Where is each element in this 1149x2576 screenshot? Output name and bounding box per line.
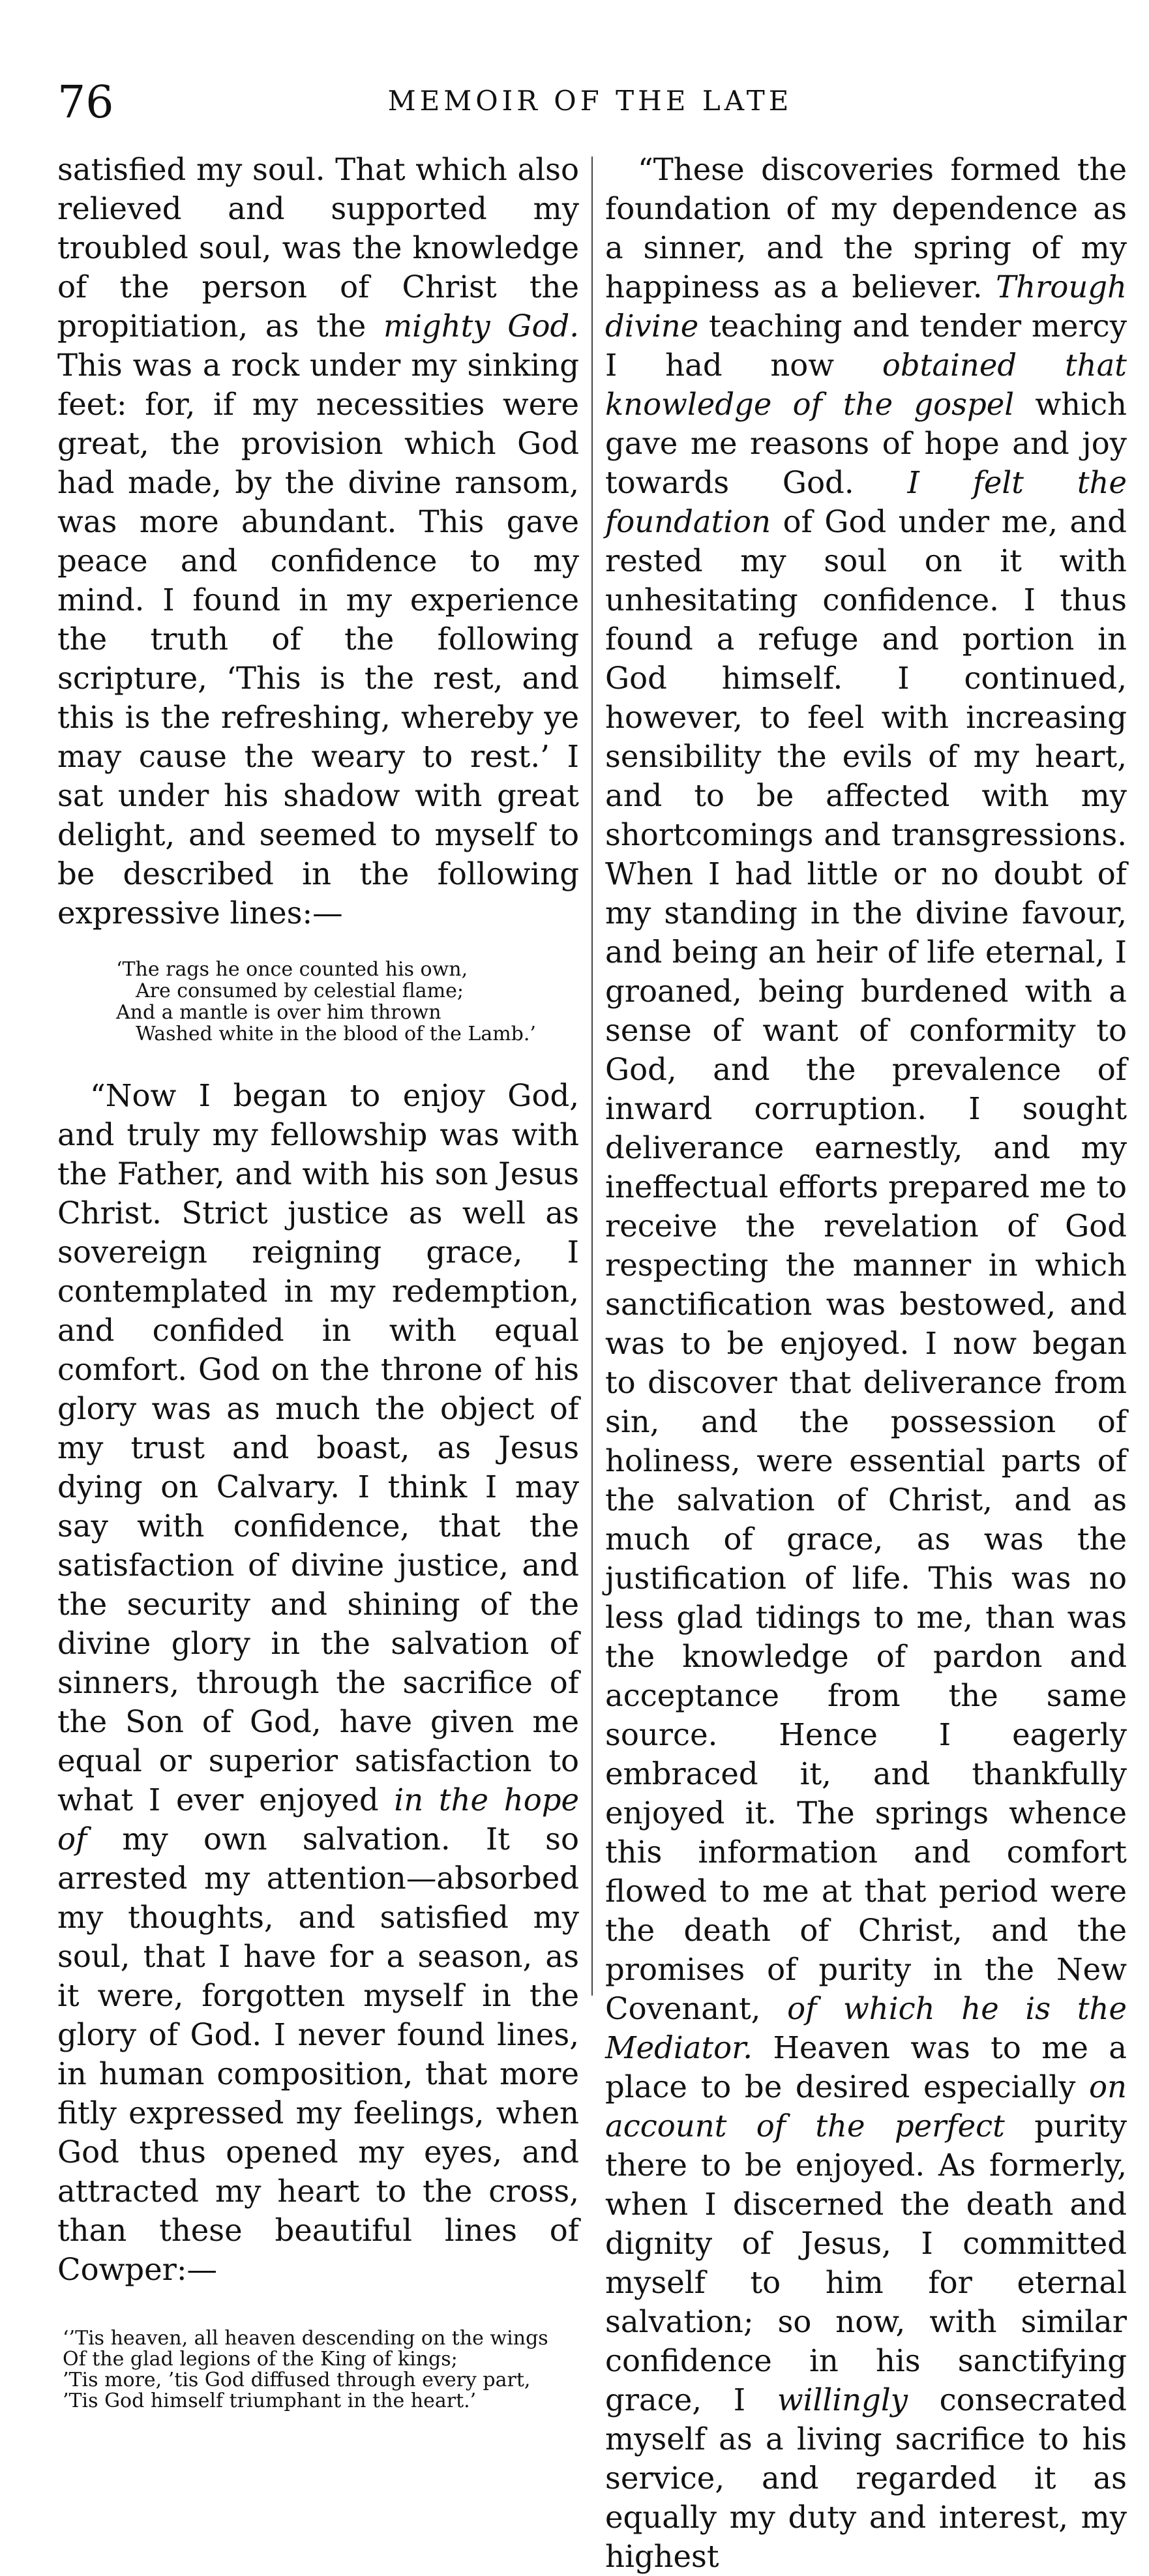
- verse-line: Are consumed by celestial flame;: [136, 980, 464, 1002]
- verse-line: And a mantle is over him thrown: [116, 1001, 441, 1024]
- verse-line: ’Tis God himself triumphant in the heart.’: [63, 2389, 477, 2412]
- left-column: [57, 150, 579, 2412]
- right-paragraph-1: “These discoveries formed the foundation of my dependence as a sinner, and the spring of my happiness as a believer. Through divine teaching and tender mercy I had now obtained that knowledge of the gospel which gave me reasons of hope and joy towards God. I felt the foundation of God under me, and rested my soul on it with unhesitating confidence. I thus found a refuge and portion in God himself. I continued, however, to feel with increasing sensibility the evils of my heart, and to be affected with my shortcomings and transgressions. When I had little or no doubt of my standing in the divine favour, and being an heir of life eternal, I groaned, being burdened with a sense of want of conformity to God, and the prevalence of inward corruption. I sought deliverance earnestly, and my ineffectual efforts prepared me to receive the revelation of God respecting the manner in which sanctification was bestowed, and was to be enjoyed. I now began to discover that deliverance from sin, and the possession of holiness, were essential parts of the salvation of Christ, and as much of grace, as was the justification of life. This was no less glad tidings to me, than was the knowledge of pardon and acceptance from the same source. Hence I eagerly embraced it, and thankfully enjoyed it. The springs whence this information and comfort flowed to me at that period were the death of Christ, and the promises of purity in the New Covenant, of which he is the Mediator. Heaven was to me a place to be desired especially on account of the perfect purity there to be enjoyed. As formerly, when I discerned the death and dignity of Jesus, I committed myself to him for eternal salvation; so now, with similar confidence in his sanctifying grace, I willingly consecrated myself as a living sacrifice to his service, and regarded it as equally my duty and interest, my highest: [605, 152, 1127, 2574]
- verse-line: ‘’Tis heaven, all heaven descending on the wings: [63, 2327, 548, 2350]
- page-number: 76: [57, 77, 114, 128]
- verse-line: Washed white in the blood of the Lamb.’: [136, 1023, 536, 1045]
- right-column: [605, 150, 1127, 2576]
- column-divider: [591, 157, 593, 1996]
- page-header: [57, 77, 1123, 129]
- verse-line: ’Tis more, ’tis God diffused through every part,: [63, 2369, 531, 2391]
- verse-quote-2: [57, 2328, 579, 2412]
- verse-quote-1: [57, 959, 579, 1045]
- left-paragraph-2: “Now I began to enjoy God, and truly my fellowship was with the Father, and with his son Jesus Christ. Strict justice as well as sovereign reigning grace, I contemplated in my redemption, and confided in with equal comfort. God on the throne of his glory was as much the object of my trust and boast, as Jesus dying on Calvary. I think I may say with confidence, that the satisfaction of divine justice, and the security and shining of the divine glory in the salvation of sinners, through the sacrifice of the Son of God, have given me equal or superior satisfaction to what I ever enjoyed in the hope of my own salvation. It so arrested my attention—absorbed my thoughts, and satisfied my soul, that I have for a season, as it were, forgotten myself in the glory of God. I never found lines, in human composition, that more fitly expressed my feelings, when God thus opened my eyes, and attracted my heart to the cross, than these beautiful lines of Cowper:—: [57, 1078, 580, 2287]
- left-paragraph-1: satisfied my soul. That which also relieved and supported my troubled soul, was the knowledge of the person of Christ the propitiation, as the mighty God. This was a rock under my sinking feet: for, if my necessities were great, the provision which God had made, by the divine ransom, was more abundant. This gave peace and confidence to my mind. I found in my experience the truth of the following scripture, ‘This is the rest, and this is the refreshing, whereby ye may cause the weary to rest.’ I sat under his shadow with great delight, and seemed to myself to be described in the following expressive lines:—: [57, 152, 579, 931]
- verse-line: Of the glad legions of the King of kings;: [63, 2348, 458, 2371]
- running-title: MEMOIR OF THE LATE: [387, 85, 793, 117]
- verse-line: ‘The rags he once counted his own,: [116, 958, 468, 981]
